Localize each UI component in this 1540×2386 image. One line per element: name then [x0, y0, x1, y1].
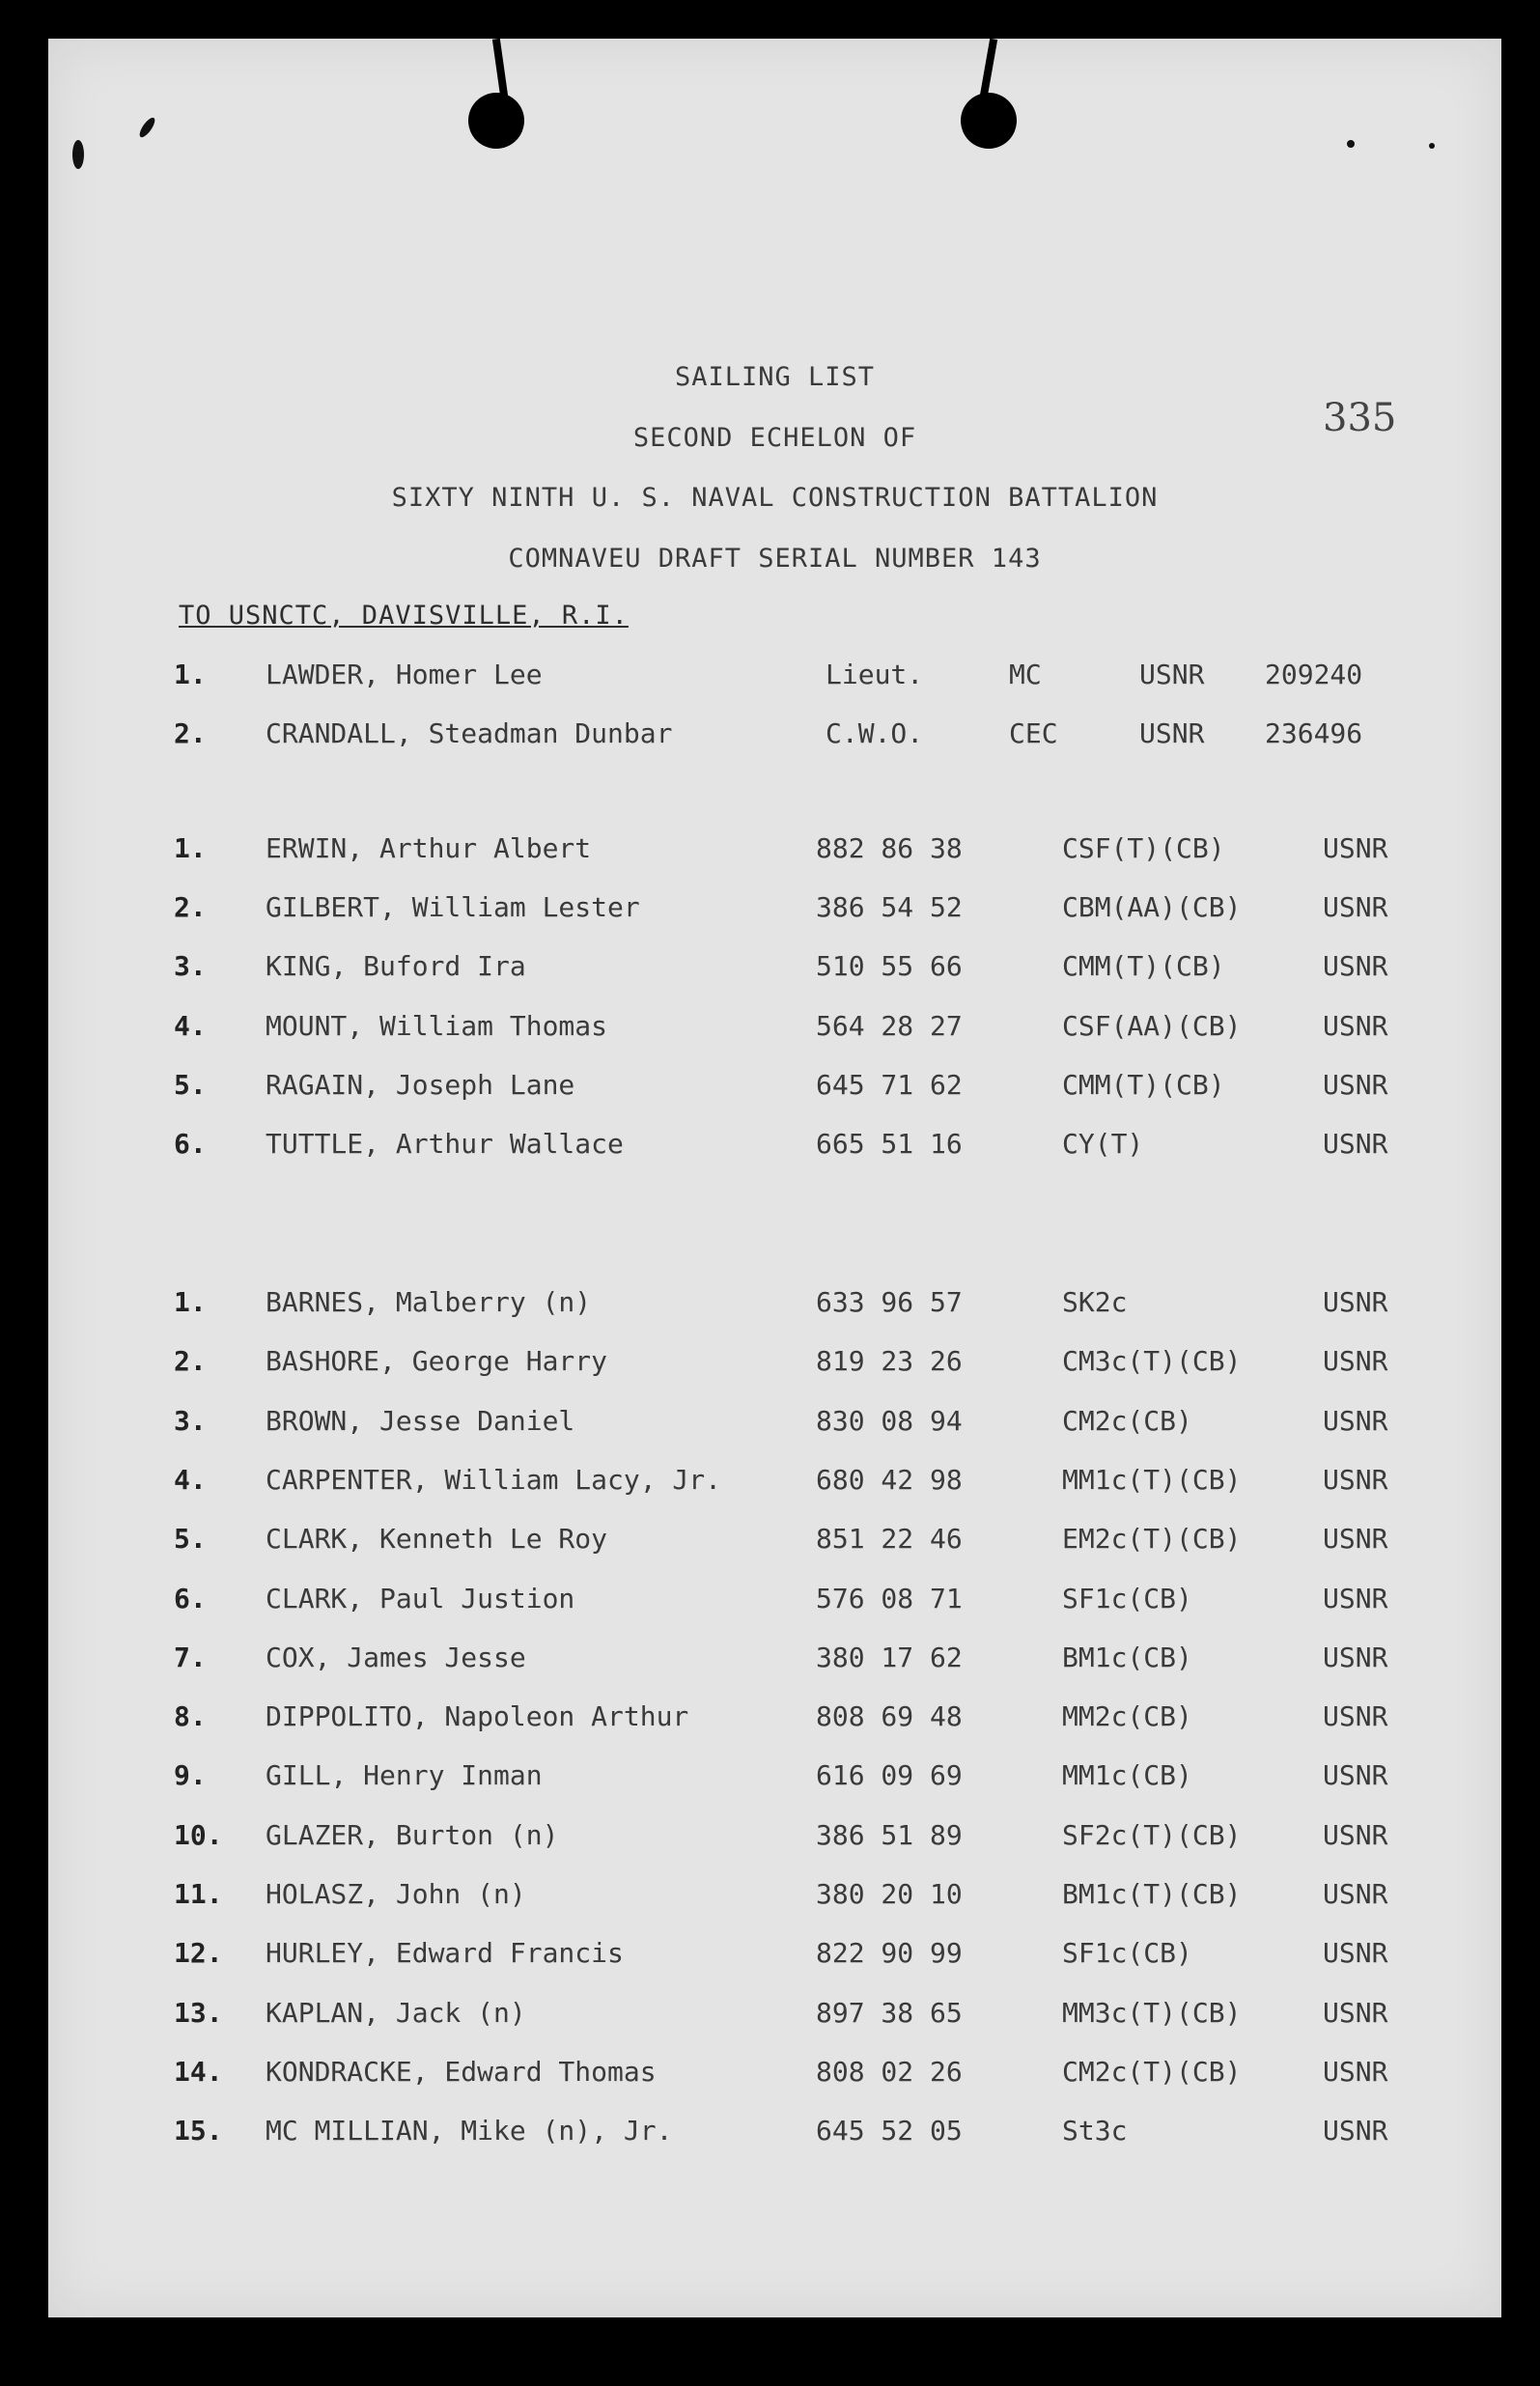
person-name: LAWDER, Homer Lee — [266, 659, 543, 690]
list-item — [48, 1997, 1501, 2035]
service-number: 386 51 89 — [816, 1818, 963, 1851]
list-item — [48, 717, 1501, 756]
rating: St3c — [1062, 2115, 1128, 2147]
list-item — [48, 1069, 1501, 1108]
rating: CMM(T)(CB) — [1062, 950, 1225, 983]
person-name: BARNES, Malberry (n) — [266, 1286, 592, 1318]
person-name: GILBERT, William Lester — [266, 891, 640, 924]
row-number: 13. — [174, 1996, 223, 2029]
branch: USNR — [1323, 1523, 1388, 1556]
service-number: 645 52 05 — [816, 2115, 963, 2147]
person-name: ERWIN, Arthur Albert — [266, 832, 592, 864]
list-item — [48, 1010, 1501, 1049]
person-name: KAPLAN, Jack (n) — [266, 1996, 526, 2029]
punch-hole — [468, 93, 524, 149]
row-number: 5. — [174, 1068, 207, 1101]
branch: USNR — [1323, 1937, 1388, 1970]
branch: USNR — [1323, 1009, 1388, 1042]
list-item — [48, 1819, 1501, 1858]
row-number: 5. — [174, 1523, 207, 1556]
service-number: 576 08 71 — [816, 1582, 963, 1614]
destination-heading: TO USNCTC, DAVISVILLE, R.I. — [179, 601, 629, 631]
row-number: 2. — [174, 1345, 207, 1378]
row-number: 7. — [174, 1641, 207, 1673]
branch: USNR — [1323, 1878, 1388, 1910]
list-item — [48, 2056, 1501, 2094]
row-number: 1. — [174, 832, 207, 864]
person-name: GLAZER, Burton (n) — [266, 1818, 559, 1851]
corps: MC — [1009, 659, 1042, 690]
service-number: 882 86 38 — [816, 832, 963, 864]
person-name: BROWN, Jesse Daniel — [266, 1404, 575, 1437]
branch: USNR — [1323, 832, 1388, 864]
branch: USNR — [1323, 1818, 1388, 1851]
list-item — [48, 1878, 1501, 1917]
branch: USNR — [1323, 1463, 1388, 1496]
person-name: KING, Buford Ira — [266, 950, 526, 983]
branch: USNR — [1323, 1996, 1388, 2029]
branch: USNR — [1323, 1404, 1388, 1437]
rating: MM1c(T)(CB) — [1062, 1463, 1242, 1496]
list-item — [48, 1523, 1501, 1561]
branch: USNR — [1139, 659, 1205, 690]
person-name: GILL, Henry Inman — [266, 1759, 543, 1792]
list-item — [48, 659, 1501, 697]
page-number: 335 — [1323, 396, 1397, 440]
person-name: CLARK, Kenneth Le Roy — [266, 1523, 608, 1556]
rating: EM2c(T)(CB) — [1062, 1523, 1242, 1556]
ink-speck — [137, 116, 157, 140]
rank: C.W.O. — [826, 717, 924, 749]
paper-tear — [492, 39, 508, 98]
branch: USNR — [1323, 1759, 1388, 1792]
branch: USNR — [1323, 1582, 1388, 1614]
service-number: 386 54 52 — [816, 891, 963, 924]
rating: CM3c(T)(CB) — [1062, 1345, 1242, 1378]
person-name: MC MILLIAN, Mike (n), Jr. — [266, 2115, 673, 2147]
list-item — [48, 1937, 1501, 1976]
row-number: 9. — [174, 1759, 207, 1792]
rating: CM2c(T)(CB) — [1062, 2055, 1242, 2088]
list-item — [48, 950, 1501, 989]
rating: MM3c(T)(CB) — [1062, 1996, 1242, 2029]
rating: SK2c — [1062, 1286, 1128, 1318]
row-number: 12. — [174, 1937, 223, 1970]
row-number: 4. — [174, 1009, 207, 1042]
rating: CBM(AA)(CB) — [1062, 891, 1242, 924]
list-item — [48, 832, 1501, 871]
paper-tear — [980, 39, 997, 97]
list-item — [48, 1700, 1501, 1739]
service-number: 380 17 62 — [816, 1641, 963, 1673]
rating: BM1c(T)(CB) — [1062, 1878, 1242, 1910]
person-name: MOUNT, William Thomas — [266, 1009, 608, 1042]
draft-serial: COMNAVEU DRAFT SERIAL NUMBER 143 — [508, 544, 1042, 574]
rating: BM1c(CB) — [1062, 1641, 1192, 1673]
service-number: 236496 — [1265, 717, 1363, 749]
branch: USNR — [1323, 891, 1388, 924]
row-number: 15. — [174, 2115, 223, 2147]
service-number: 830 08 94 — [816, 1404, 963, 1437]
service-number: 808 02 26 — [816, 2055, 963, 2088]
row-number: 4. — [174, 1463, 207, 1496]
person-name: TUTTLE, Arthur Wallace — [266, 1128, 624, 1160]
service-number: 897 38 65 — [816, 1996, 963, 2029]
service-number: 680 42 98 — [816, 1463, 963, 1496]
rating: SF2c(T)(CB) — [1062, 1818, 1242, 1851]
branch: USNR — [1323, 1068, 1388, 1101]
service-number: 819 23 26 — [816, 1345, 963, 1378]
row-number: 1. — [174, 659, 207, 690]
rating: CSF(AA)(CB) — [1062, 1009, 1242, 1042]
list-item — [48, 891, 1501, 930]
person-name: KONDRACKE, Edward Thomas — [266, 2055, 657, 2088]
branch: USNR — [1323, 2115, 1388, 2147]
ink-speck — [1429, 143, 1435, 149]
row-number: 14. — [174, 2055, 223, 2088]
row-number: 8. — [174, 1700, 207, 1733]
corps: CEC — [1009, 717, 1058, 749]
row-number: 6. — [174, 1128, 207, 1160]
branch: USNR — [1139, 717, 1205, 749]
service-number: 808 69 48 — [816, 1700, 963, 1733]
row-number: 11. — [174, 1878, 223, 1910]
list-item — [48, 1345, 1501, 1384]
person-name: CLARK, Paul Justion — [266, 1582, 575, 1614]
person-name: COX, James Jesse — [266, 1641, 526, 1673]
list-item — [48, 1642, 1501, 1680]
punch-hole — [961, 93, 1017, 149]
row-number: 3. — [174, 950, 207, 983]
list-item — [48, 1286, 1501, 1325]
service-number: 851 22 46 — [816, 1523, 963, 1556]
rating: MM1c(CB) — [1062, 1759, 1192, 1792]
person-name: DIPPOLITO, Napoleon Arthur — [266, 1700, 689, 1733]
branch: USNR — [1323, 2055, 1388, 2088]
list-item — [48, 2115, 1501, 2153]
row-number: 2. — [174, 891, 207, 924]
list-item — [48, 1128, 1501, 1166]
service-number: 645 71 62 — [816, 1068, 963, 1101]
service-number: 209240 — [1265, 659, 1363, 690]
document-page — [48, 39, 1501, 2317]
branch: USNR — [1323, 1641, 1388, 1673]
rating: SF1c(CB) — [1062, 1937, 1192, 1970]
branch: USNR — [1323, 1345, 1388, 1378]
person-name: HURLEY, Edward Francis — [266, 1937, 624, 1970]
branch: USNR — [1323, 1128, 1388, 1160]
row-number: 10. — [174, 1818, 223, 1851]
branch: USNR — [1323, 950, 1388, 983]
document-title: SAILING LIST — [674, 362, 876, 392]
person-name: BASHORE, George Harry — [266, 1345, 608, 1378]
service-number: 510 55 66 — [816, 950, 963, 983]
document-subtitle: SECOND ECHELON OF — [632, 423, 917, 453]
branch: USNR — [1323, 1700, 1388, 1733]
row-number: 3. — [174, 1404, 207, 1437]
row-number: 6. — [174, 1582, 207, 1614]
service-number: 380 20 10 — [816, 1878, 963, 1910]
service-number: 633 96 57 — [816, 1286, 963, 1318]
service-number: 564 28 27 — [816, 1009, 963, 1042]
rating: CM2c(CB) — [1062, 1404, 1192, 1437]
rating: CMM(T)(CB) — [1062, 1068, 1225, 1101]
rating: SF1c(CB) — [1062, 1582, 1192, 1614]
person-name: RAGAIN, Joseph Lane — [266, 1068, 575, 1101]
service-number: 665 51 16 — [816, 1128, 963, 1160]
person-name: CARPENTER, William Lacy, Jr. — [266, 1463, 722, 1496]
service-number: 822 90 99 — [816, 1937, 963, 1970]
rating: CSF(T)(CB) — [1062, 832, 1225, 864]
list-item — [48, 1464, 1501, 1502]
service-number: 616 09 69 — [816, 1759, 963, 1792]
ink-speck — [72, 140, 84, 169]
rank: Lieut. — [826, 659, 924, 690]
ink-speck — [1347, 140, 1355, 148]
rating: MM2c(CB) — [1062, 1700, 1192, 1733]
person-name: HOLASZ, John (n) — [266, 1878, 526, 1910]
battalion-name: SIXTY NINTH U. S. NAVAL CONSTRUCTION BATTALION — [391, 483, 1159, 513]
list-item — [48, 1759, 1501, 1798]
row-number: 1. — [174, 1286, 207, 1318]
list-item — [48, 1405, 1501, 1444]
row-number: 2. — [174, 717, 207, 749]
list-item — [48, 1583, 1501, 1621]
person-name: CRANDALL, Steadman Dunbar — [266, 717, 673, 749]
branch: USNR — [1323, 1286, 1388, 1318]
rating: CY(T) — [1062, 1128, 1144, 1160]
